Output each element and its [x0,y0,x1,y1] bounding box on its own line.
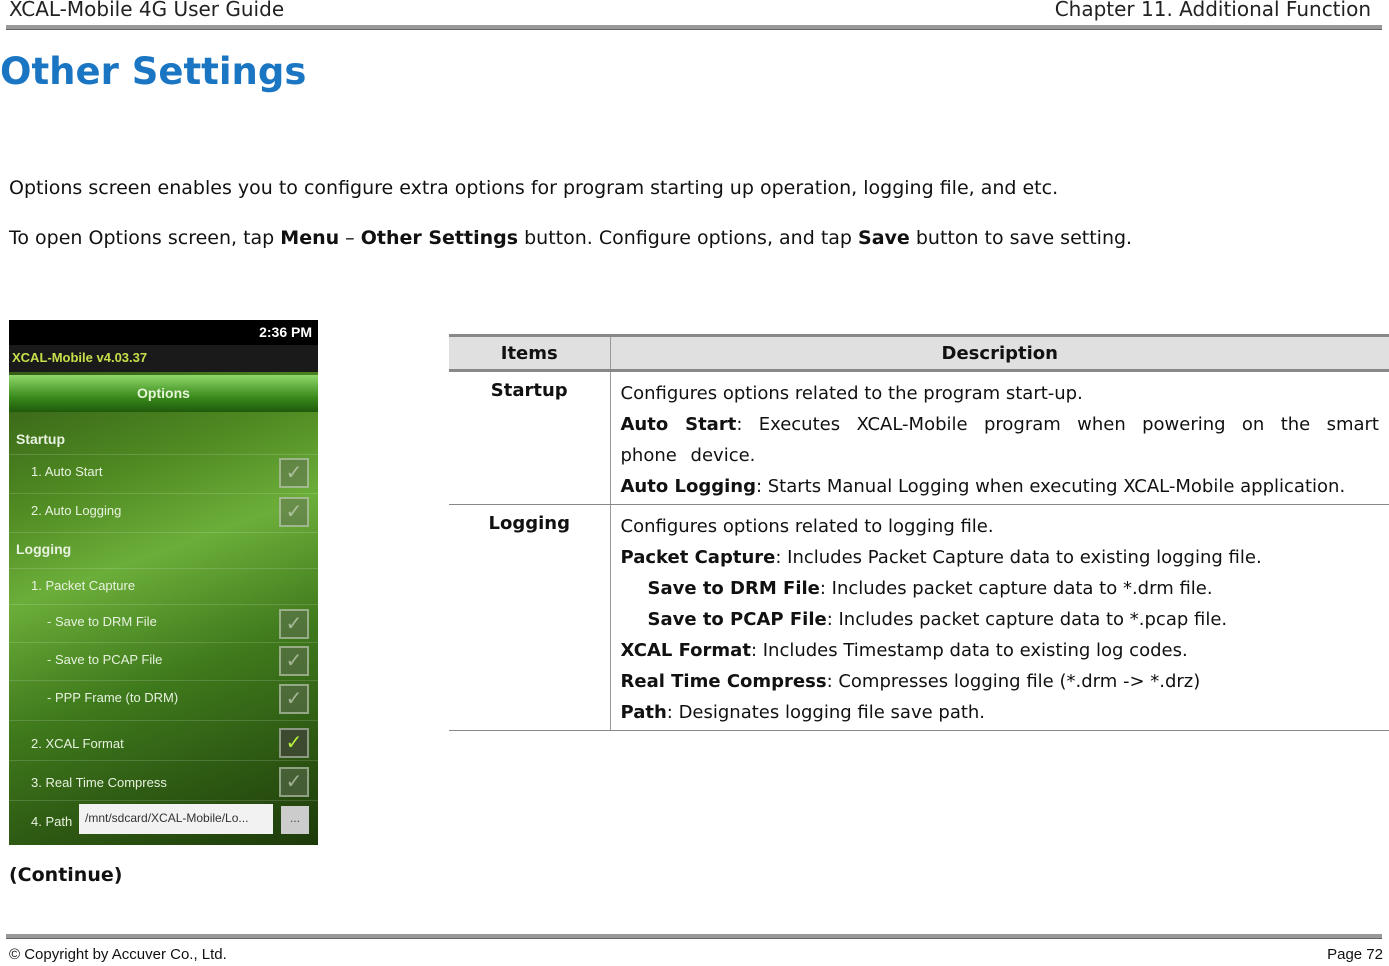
app-title: XCAL-Mobile v4.03.37 [9,345,318,372]
header-chapter: Chapter 11. Additional Function [1054,0,1371,21]
intro-paragraph: Options screen enables you to configure extra options for program starting up operation, logging file, and etc. [9,177,1059,199]
checkbox-icon: ✓ [279,497,309,527]
section-startup: Startup [9,425,318,455]
page-title: Other Settings [0,50,307,93]
option-xcal-format[interactable]: 2. XCAL Format ✓ [9,721,318,761]
option-auto-logging[interactable]: 2. Auto Logging ✓ [9,494,318,533]
option-packet-capture: 1. Packet Capture [9,569,318,605]
table-row: Startup Configures options related to the program start-up. Auto Start: Executes XCAL-Mobile program when powering on the smart phone device. Auto Logging: Starts Manual Logging when executing XCAL-Mobile application. [449,371,1389,505]
option-auto-start[interactable]: 1. Auto Start ✓ [9,455,318,494]
options-header: Options [9,375,318,412]
option-save-drm[interactable]: - Save to DRM File ✓ [9,605,318,643]
option-save-pcap[interactable]: - Save to PCAP File ✓ [9,643,318,681]
header-doc-title: XCAL-Mobile 4G User Guide [9,0,285,21]
browse-button[interactable]: ... [281,806,309,834]
section-logging: Logging [9,533,318,569]
option-real-time-compress[interactable]: 3. Real Time Compress ✓ [9,761,318,801]
continue-label: (Continue) [9,864,123,886]
status-bar: 2:36 PM [9,320,318,345]
checkbox-icon: ✓ [279,684,309,714]
checkbox-icon: ✓ [279,458,309,488]
checkbox-icon: ✓ [279,609,309,639]
option-ppp-frame[interactable]: - PPP Frame (to DRM) ✓ [9,681,318,721]
footer-divider [6,934,1382,939]
footer-copyright: © Copyright by Accuver Co., Ltd. [9,946,227,963]
header-divider [6,25,1382,30]
option-path: 4. Path /mnt/sdcard/XCAL-Mobile/Lo... ... [9,801,318,845]
footer-page-number: Page 72 [1327,946,1383,963]
checkbox-icon: ✓ [279,646,309,676]
path-input[interactable]: /mnt/sdcard/XCAL-Mobile/Lo... [79,804,273,834]
table-row: Logging Configures options related to logging file. Packet Capture: Includes Packet Capture data to existing logging file. Save to DRM File: Includes packet capture data to *.drm file. Save to PCAP File: Includes packet capture data to *.pcap file. XCAL Format: Includes Timestamp data to existing log codes. Real Time Compress: Compresses logging file (*.drm -> *.drz) Path: Designates logging file save path. [449,505,1389,731]
options-screenshot [9,320,318,845]
checkbox-icon: ✓ [279,767,309,797]
options-table [449,334,1389,731]
checkbox-checked-icon: ✓ [279,728,309,758]
table-header: Items Description [449,336,1389,371]
instruction-paragraph: To open Options screen, tap Menu – Other Settings button. Configure options, and tap Save button to save setting. [9,227,1133,249]
